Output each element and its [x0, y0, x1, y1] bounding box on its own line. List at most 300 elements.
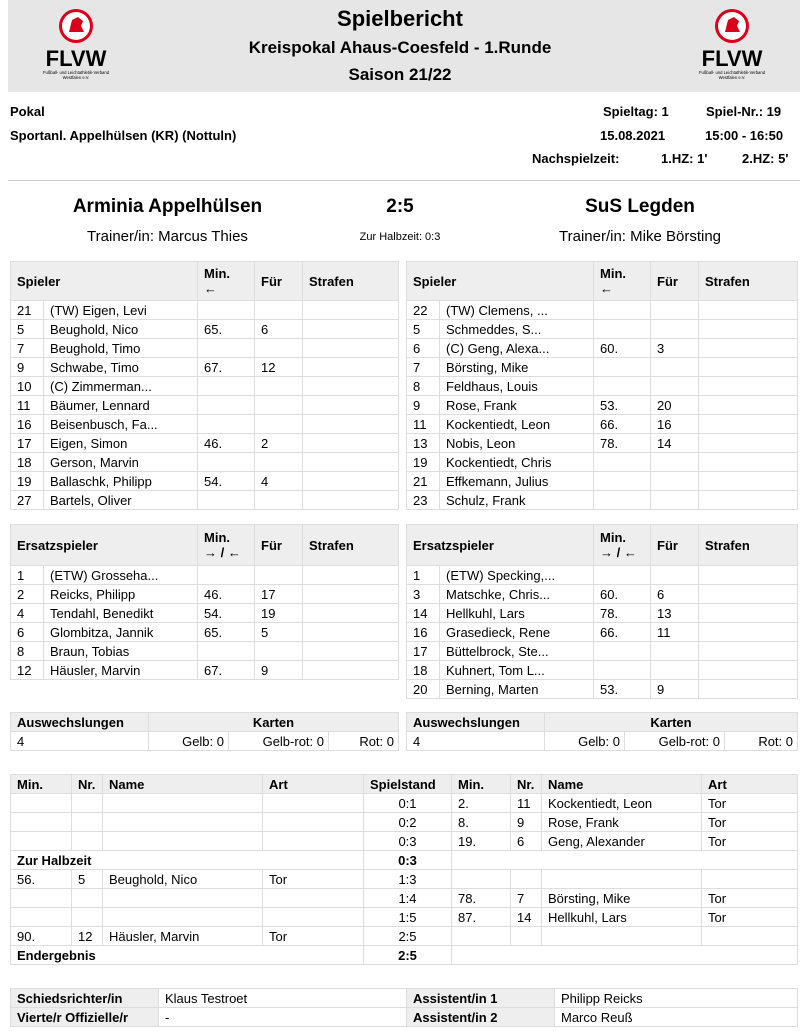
player-name: Ballaschk, Philipp — [44, 472, 198, 491]
player-name: Feldhaus, Louis — [440, 377, 594, 396]
event-hmin — [11, 794, 72, 813]
player-cards — [303, 320, 399, 339]
player-min: 65. — [198, 623, 255, 642]
player-for — [651, 661, 699, 680]
event-score: 1:4 — [364, 889, 452, 908]
player-cards — [303, 434, 399, 453]
player-row — [11, 415, 399, 434]
event-aname — [542, 870, 702, 889]
player-no: 17 — [11, 434, 44, 453]
event-amin — [452, 927, 511, 946]
player-min — [198, 491, 255, 510]
home-subs-count: 4 — [11, 732, 149, 751]
event-htype — [263, 794, 364, 813]
player-row — [407, 377, 798, 396]
player-for: 2 — [255, 434, 303, 453]
player-no: 4 — [11, 604, 44, 623]
event-ano — [511, 927, 542, 946]
player-no: 5 — [407, 320, 440, 339]
officials-table: Schiedsrichter/in Klaus Testroet Assistent/in 1 Philipp Reicks Vierte/r Offizielle/r - Assistent/in 2 Marco Reuß — [10, 988, 798, 1027]
event-amin — [452, 870, 511, 889]
event-row — [11, 832, 798, 851]
player-no: 23 — [407, 491, 440, 510]
event-score: 0:3 — [364, 832, 452, 851]
player-min: 46. — [198, 434, 255, 453]
event-atype — [702, 870, 798, 889]
player-min: 66. — [594, 623, 651, 642]
home-coach: Trainer/in: Marcus Thies — [87, 228, 248, 245]
player-cards — [699, 358, 798, 377]
player-min — [198, 377, 255, 396]
player-min — [594, 453, 651, 472]
player-cards — [303, 491, 399, 510]
away-team: SuS Legden — [585, 196, 695, 217]
player-for: 9 — [651, 680, 699, 699]
event-ano: 9 — [511, 813, 542, 832]
player-min: 54. — [198, 472, 255, 491]
player-for — [255, 396, 303, 415]
player-row — [11, 301, 399, 320]
player-cards — [699, 320, 798, 339]
event-htype — [263, 813, 364, 832]
player-min: 78. — [594, 604, 651, 623]
player-for: 19 — [255, 604, 303, 623]
player-name: Gerson, Marvin — [44, 453, 198, 472]
player-for — [255, 301, 303, 320]
player-name: Effkemann, Julius — [440, 472, 594, 491]
player-name: (ETW) Grosseha... — [44, 566, 198, 585]
home-lineup-table — [10, 261, 399, 510]
player-cards — [303, 415, 399, 434]
player-min — [594, 320, 651, 339]
player-name: Berning, Marten — [440, 680, 594, 699]
event-row — [11, 889, 798, 908]
event-atype: Tor — [702, 889, 798, 908]
player-no: 21 — [407, 472, 440, 491]
player-name: Kockentiedt, Chris — [440, 453, 594, 472]
event-hno — [72, 908, 103, 927]
event-hmin: 90. — [11, 927, 72, 946]
player-name: Beisenbusch, Fa... — [44, 415, 198, 434]
event-score: 0:1 — [364, 794, 452, 813]
event-hmin — [11, 908, 72, 927]
lineup-header-min: Min. ← — [198, 262, 255, 301]
player-for — [651, 566, 699, 585]
player-no: 7 — [11, 339, 44, 358]
player-no: 11 — [407, 415, 440, 434]
event-score: 1:5 — [364, 908, 452, 927]
player-cards — [699, 623, 798, 642]
player-cards — [699, 339, 798, 358]
player-name: Eigen, Simon — [44, 434, 198, 453]
player-no: 11 — [11, 396, 44, 415]
player-min: 60. — [594, 585, 651, 604]
player-for: 14 — [651, 434, 699, 453]
event-row — [11, 908, 798, 927]
player-row — [407, 396, 798, 415]
player-min — [594, 358, 651, 377]
svg-text:FLVW: FLVW — [701, 46, 763, 71]
subs-header-player: Ersatzspieler — [11, 525, 198, 566]
player-row — [407, 415, 798, 434]
player-row — [11, 453, 399, 472]
player-for — [651, 320, 699, 339]
event-htype — [263, 908, 364, 927]
player-no: 19 — [407, 453, 440, 472]
home-subs-table: Ersatzspieler Min. → / ← Für Strafen 1 (ETW) Grosseha... 2 Reicks, Philipp 46. 17 4 Tendahl, Benedikt 54. 19 6 Glombitza, Jannik 65. 5 8 Braun, Tobias 12 Häusler, Marvin 67. 9 — [10, 524, 399, 680]
player-name: (C) Geng, Alexa... — [440, 339, 594, 358]
event-row — [11, 794, 798, 813]
player-cards — [699, 604, 798, 623]
player-cards — [303, 339, 399, 358]
player-row — [407, 491, 798, 510]
player-no: 9 — [407, 396, 440, 415]
player-cards — [303, 585, 399, 604]
extra-time-h1: 1.HZ: 1' — [661, 151, 708, 166]
player-no: 18 — [407, 661, 440, 680]
player-row — [407, 434, 798, 453]
event-hno — [72, 813, 103, 832]
event-hname: Beughold, Nico — [103, 870, 263, 889]
match-number: Spiel-Nr.: 19 — [706, 104, 782, 119]
player-cards — [699, 491, 798, 510]
event-ano: 6 — [511, 832, 542, 851]
event-aname: Geng, Alexander — [542, 832, 702, 851]
event-htype: Tor — [263, 870, 364, 889]
player-row — [11, 377, 399, 396]
player-row — [11, 434, 399, 453]
player-for — [651, 472, 699, 491]
player-cards — [699, 642, 798, 661]
player-cards — [699, 415, 798, 434]
player-min — [594, 301, 651, 320]
player-cards — [699, 680, 798, 699]
player-name: Glombitza, Jannik — [44, 623, 198, 642]
event-row — [11, 851, 798, 870]
player-no: 16 — [11, 415, 44, 434]
event-amin: 19. — [452, 832, 511, 851]
player-for: 3 — [651, 339, 699, 358]
event-hname — [103, 908, 263, 927]
player-row — [407, 566, 798, 585]
home-red: Rot: 0 — [329, 732, 399, 751]
player-min — [198, 301, 255, 320]
player-min: 67. — [198, 358, 255, 377]
event-row — [11, 946, 798, 965]
player-no: 6 — [11, 623, 44, 642]
player-no: 8 — [407, 377, 440, 396]
player-min — [594, 472, 651, 491]
player-row — [11, 320, 399, 339]
lineup-header-cards: Strafen — [303, 262, 399, 301]
event-amin: 2. — [452, 794, 511, 813]
player-min — [594, 661, 651, 680]
lineup-header-for: Für — [255, 262, 303, 301]
player-row — [11, 566, 399, 585]
player-name: Bartels, Oliver — [44, 491, 198, 510]
svg-text:Westfalen e.V.: Westfalen e.V. — [718, 75, 746, 80]
event-ano — [511, 870, 542, 889]
away-yellowred: Gelb-rot: 0 — [625, 732, 725, 751]
home-stats-table — [10, 712, 399, 751]
event-aname: Börsting, Mike — [542, 889, 702, 908]
player-row — [407, 680, 798, 699]
season-title: Saison 21/22 — [348, 65, 452, 84]
player-name: (TW) Clemens, ... — [440, 301, 594, 320]
player-for — [255, 642, 303, 661]
event-hno: 5 — [72, 870, 103, 889]
player-name: Reicks, Philipp — [44, 585, 198, 604]
event-amin: 8. — [452, 813, 511, 832]
event-hmin — [11, 832, 72, 851]
player-name: (C) Zimmerman... — [44, 377, 198, 396]
player-no: 17 — [407, 642, 440, 661]
player-name: Häusler, Marvin — [44, 661, 198, 680]
match-date: 15.08.2021 — [600, 128, 666, 143]
event-aname: Kockentiedt, Leon — [542, 794, 702, 813]
player-cards — [699, 377, 798, 396]
player-no: 1 — [11, 566, 44, 585]
player-no: 16 — [407, 623, 440, 642]
event-hno — [72, 889, 103, 908]
player-cards — [699, 585, 798, 604]
player-row — [11, 604, 399, 623]
player-row — [11, 472, 399, 491]
player-for: 13 — [651, 604, 699, 623]
player-cards — [699, 453, 798, 472]
player-row — [11, 491, 399, 510]
player-name: (ETW) Specking,... — [440, 566, 594, 585]
report-title: Spielbericht — [337, 6, 463, 31]
player-no: 13 — [407, 434, 440, 453]
subs-count-label: Auswechslungen — [11, 713, 149, 732]
player-min — [198, 453, 255, 472]
player-name: Nobis, Leon — [440, 434, 594, 453]
player-row — [407, 642, 798, 661]
player-name: Braun, Tobias — [44, 642, 198, 661]
event-hno: 12 — [72, 927, 103, 946]
assistant-2-name: Marco Reuß — [555, 1008, 798, 1027]
event-hno — [72, 832, 103, 851]
player-min — [594, 491, 651, 510]
logo-text: FLVW — [45, 46, 107, 71]
player-for — [255, 339, 303, 358]
player-no: 10 — [11, 377, 44, 396]
event-hno — [72, 794, 103, 813]
event-hname — [103, 794, 263, 813]
player-row — [407, 623, 798, 642]
player-name: Kockentiedt, Leon — [440, 415, 594, 434]
player-name: Büttelbrock, Ste... — [440, 642, 594, 661]
player-no: 21 — [11, 301, 44, 320]
player-min — [198, 415, 255, 434]
player-min: 65. — [198, 320, 255, 339]
player-min: 53. — [594, 680, 651, 699]
player-name: Kuhnert, Tom L... — [440, 661, 594, 680]
event-atype — [702, 927, 798, 946]
player-for — [651, 642, 699, 661]
event-htype — [263, 889, 364, 908]
event-aname — [542, 927, 702, 946]
event-ano: 7 — [511, 889, 542, 908]
match-time: 15:00 - 16:50 — [705, 128, 784, 143]
player-cards — [699, 396, 798, 415]
event-score: 0:2 — [364, 813, 452, 832]
player-cards — [303, 566, 399, 585]
event-score: 0:3 — [364, 851, 452, 870]
event-section-label: Zur Halbzeit — [11, 851, 364, 870]
matchday: Spieltag: 1 — [603, 104, 669, 119]
player-cards — [303, 358, 399, 377]
player-for: 11 — [651, 623, 699, 642]
svg-text:Westfalen e.V.: Westfalen e.V. — [62, 75, 90, 80]
assistant-1-name: Philipp Reicks — [555, 989, 798, 1008]
away-coach: Trainer/in: Mike Börsting — [559, 228, 721, 245]
event-score: 1:3 — [364, 870, 452, 889]
event-aname: Hellkuhl, Lars — [542, 908, 702, 927]
player-cards — [699, 434, 798, 453]
player-row — [407, 453, 798, 472]
player-no: 2 — [11, 585, 44, 604]
player-no: 19 — [11, 472, 44, 491]
player-no: 12 — [11, 661, 44, 680]
player-for: 20 — [651, 396, 699, 415]
player-min — [198, 566, 255, 585]
event-amin: 78. — [452, 889, 511, 908]
event-hmin: 56. — [11, 870, 72, 889]
player-no: 20 — [407, 680, 440, 699]
player-min: 78. — [594, 434, 651, 453]
event-score: 2:5 — [364, 946, 452, 965]
competition-title: Kreispokal Ahaus-Coesfeld - 1.Runde — [248, 38, 552, 57]
event-hname — [103, 832, 263, 851]
player-min: 67. — [198, 661, 255, 680]
player-cards — [699, 661, 798, 680]
player-min: 66. — [594, 415, 651, 434]
event-atype: Tor — [702, 832, 798, 851]
player-cards — [303, 301, 399, 320]
event-aname: Rose, Frank — [542, 813, 702, 832]
event-section-label: Endergebnis — [11, 946, 364, 965]
event-hmin — [11, 813, 72, 832]
match-type: Pokal — [10, 104, 45, 119]
player-for: 17 — [255, 585, 303, 604]
player-row — [407, 301, 798, 320]
player-name: (TW) Eigen, Levi — [44, 301, 198, 320]
event-atype: Tor — [702, 794, 798, 813]
player-name: Rose, Frank — [440, 396, 594, 415]
player-no: 22 — [407, 301, 440, 320]
player-no: 18 — [11, 453, 44, 472]
away-stats-table: Auswechslungen Karten 4 Gelb: 0 Gelb-rot: 0 Rot: 0 — [406, 712, 798, 751]
player-row — [11, 396, 399, 415]
player-for: 6 — [255, 320, 303, 339]
player-row — [407, 604, 798, 623]
player-cards — [303, 396, 399, 415]
player-no: 1 — [407, 566, 440, 585]
player-row — [11, 339, 399, 358]
player-for: 16 — [651, 415, 699, 434]
player-row — [407, 661, 798, 680]
player-row — [407, 320, 798, 339]
home-yellow: Gelb: 0 — [149, 732, 229, 751]
extra-time-label: Nachspielzeit: — [532, 151, 620, 166]
venue: Sportanl. Appelhülsen (KR) (Nottuln) — [10, 128, 237, 143]
event-ano: 14 — [511, 908, 542, 927]
player-name: Matschke, Chris... — [440, 585, 594, 604]
away-subs-count: 4 — [407, 732, 545, 751]
extra-time-h2: 2.HZ: 5' — [742, 151, 789, 166]
player-cards — [303, 377, 399, 396]
player-for — [255, 453, 303, 472]
player-for — [651, 301, 699, 320]
player-no: 7 — [407, 358, 440, 377]
player-row — [407, 339, 798, 358]
player-no: 8 — [11, 642, 44, 661]
player-cards — [303, 604, 399, 623]
player-for — [255, 566, 303, 585]
player-cards — [303, 642, 399, 661]
player-for: 4 — [255, 472, 303, 491]
player-cards — [699, 301, 798, 320]
lineup-header-player: Spieler — [11, 262, 198, 301]
event-hname: Häusler, Marvin — [103, 927, 263, 946]
player-cards — [699, 566, 798, 585]
player-for — [651, 358, 699, 377]
player-cards — [303, 453, 399, 472]
player-row — [11, 642, 399, 661]
player-no: 3 — [407, 585, 440, 604]
event-amin: 87. — [452, 908, 511, 927]
player-for: 9 — [255, 661, 303, 680]
event-score: 2:5 — [364, 927, 452, 946]
player-name: Bäumer, Lennard — [44, 396, 198, 415]
player-min — [594, 642, 651, 661]
event-htype — [263, 832, 364, 851]
away-subs-table: Ersatzspieler Min. → / ← Für Strafen 1 (ETW) Specking,... 3 Matschke, Chris... 60. 6 14 Hellkuhl, Lars 78. 13 16 Grasedieck, Rene 66. 11 17 Büttelbrock, Ste... 18 Kuhnert, Tom L... 20 Berning, Marten 53. 9 — [406, 524, 798, 699]
player-for — [651, 377, 699, 396]
player-cards — [303, 623, 399, 642]
event-hname — [103, 889, 263, 908]
player-name: Beughold, Nico — [44, 320, 198, 339]
player-name: Grasedieck, Rene — [440, 623, 594, 642]
player-row — [11, 661, 399, 680]
player-min — [594, 377, 651, 396]
player-name: Hellkuhl, Lars — [440, 604, 594, 623]
divider — [8, 180, 800, 181]
event-ano: 11 — [511, 794, 542, 813]
home-team: Arminia Appelhülsen — [72, 196, 263, 217]
player-row — [407, 585, 798, 604]
player-name: Beughold, Timo — [44, 339, 198, 358]
player-min — [198, 396, 255, 415]
event-atype: Tor — [702, 908, 798, 927]
player-no: 27 — [11, 491, 44, 510]
event-hname — [103, 813, 263, 832]
away-red: Rot: 0 — [725, 732, 798, 751]
event-row — [11, 870, 798, 889]
player-for — [255, 377, 303, 396]
svg-text:Fußball- und Leichtathletik-Ve: Fußball- und Leichtathletik-Verband — [42, 70, 110, 75]
player-row — [407, 358, 798, 377]
player-name: Schwabe, Timo — [44, 358, 198, 377]
away-yellow: Gelb: 0 — [545, 732, 625, 751]
player-for: 6 — [651, 585, 699, 604]
player-no: 14 — [407, 604, 440, 623]
player-no: 5 — [11, 320, 44, 339]
player-name: Börsting, Mike — [440, 358, 594, 377]
player-name: Schulz, Frank — [440, 491, 594, 510]
